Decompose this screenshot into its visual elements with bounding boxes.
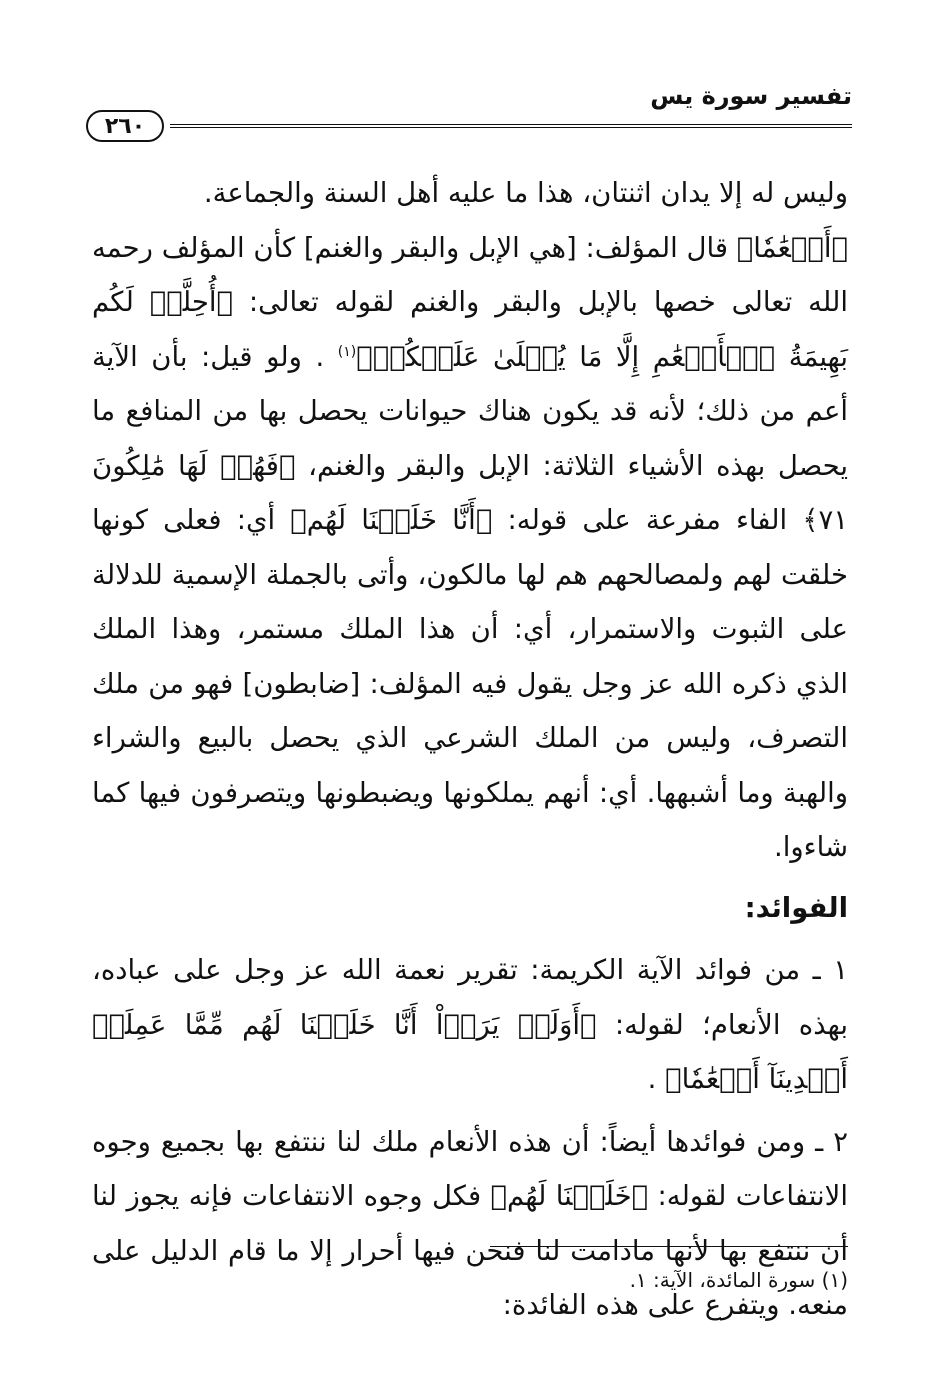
- paragraph-text: أي: فعلى كونها خلقت لهم ولمصالحهم هم لها مالكون، وأتى بالجملة الإسمية للدلالة على الثبوت والاستمرار، أي: أن هذا الملك مستمر، وهذا الملك الذي ذكره الله عز وجل يقول فيه المؤلف: [ضابطون] فهو من ملك التصرف، وليس من الملك الشرعي الذي يحصل بالبيع والشراء والهبة وما أشبهها. أي: أنهم يملكونها ويضبطونها ويتصرفون فيها كما شاءوا.: [92, 504, 848, 863]
- benefit-item: [92, 1115, 848, 1333]
- quran-quote: ﴿أَوَلَمۡ يَرَوۡاْ أَنَّا خَلَقۡنَا لَهُم مِّمَّا عَمِلَتۡ أَيۡدِينَآ أَنۡعَٰمٗا﴾: [92, 1008, 848, 1095]
- paragraph-text: فكل وجوه الانتفاعات فإنه يجوز لنا أن ننتفع بها لأنها مادامت لنا فنحن فيها أحرار إلا ما قام الدليل على منعه. ويتفرع على هذه الفائدة:: [92, 1180, 848, 1321]
- footnote-rule: [490, 1246, 848, 1247]
- paragraph-text: ١ ـ من فوائد الآية الكريمة: تقرير نعمة الله عز وجل على عباده، بهذه الأنعام؛ لقوله:: [92, 954, 848, 1041]
- paragraph: [92, 221, 848, 875]
- main-text: [92, 166, 848, 1333]
- paragraph-text: الفاء مفرعة على قوله:: [492, 504, 803, 536]
- quran-quote: ﴿أَنَّا خَلَقۡنَا لَهُم﴾: [290, 504, 493, 536]
- page-header: [70, 82, 852, 152]
- section-heading: الفوائد:: [744, 891, 848, 924]
- quran-quote: ﴿خَلَقۡنَا لَهُم﴾: [490, 1180, 649, 1212]
- header-rule: [170, 124, 852, 128]
- quran-quote: ﴿أَنۡعَٰمٗا﴾: [736, 231, 848, 264]
- paragraph-text: . ولو قيل: بأن الآية أعم من ذلك؛ لأنه قد يكون هناك حيوانات يحصل بها من المنافع ما يحصل بهذه الأشياء الثلاثة: الإبل والبقر والغنم،: [92, 340, 848, 482]
- quran-quote: ﴿أُحِلَّتۡ لَكُم بَهِيمَةُ ٱلۡأَنۡعَٰمِ إِلَّا مَا يُتۡلَىٰ عَلَيۡكُمۡ﴾: [92, 286, 848, 373]
- paragraph-text: ٢ ـ ومن فوائدها أيضاً: أن هذه الأنعام ملك لنا ننتفع بها بجميع وجوه الانتفاعات لقوله:: [92, 1125, 848, 1212]
- quran-quote: ﴿فَهُمۡ لَهَا مَٰلِكُونَ ٧١﴾: [92, 449, 848, 536]
- page-number: ٢٦٠: [86, 110, 164, 142]
- running-title: تفسير سورة يس: [650, 82, 852, 110]
- paragraph-text: وليس له إلا يدان اثنتان، هذا ما عليه أهل السنة والجماعة.: [203, 177, 848, 209]
- paragraph: [92, 166, 848, 221]
- footnote: (١) سورة المائدة، الآية: ١.: [629, 1268, 848, 1292]
- benefit-item: [92, 943, 848, 1107]
- footnote-ref: (١): [337, 343, 357, 360]
- paragraph-text: .: [647, 1063, 666, 1095]
- paragraph-text: قال المؤلف: [هي الإبل والبقر والغنم] كأن المؤلف رحمه الله تعالى خصها بالإبل والبقر والغنم لقوله تعالى:: [92, 231, 848, 318]
